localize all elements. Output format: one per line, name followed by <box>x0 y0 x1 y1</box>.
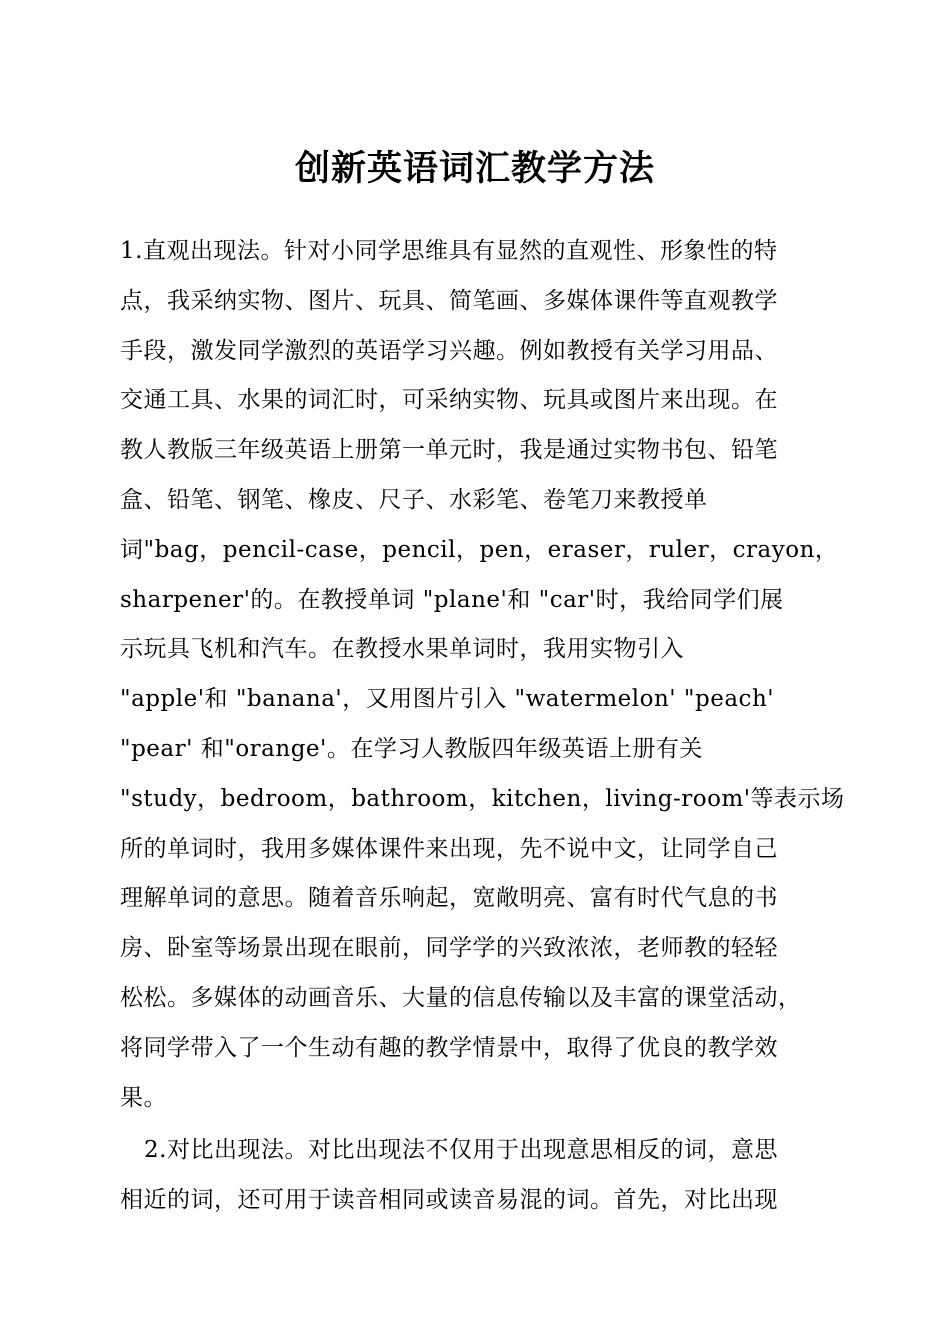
paragraph-2-line-2: 相近的词，还可用于读音相同或读音易混的词。首先，对比出现 <box>120 1187 778 1214</box>
paragraph-2-line-1: 2.对比出现法。对比出现法不仅用于出现意思相反的词，意思 <box>144 1137 778 1164</box>
paragraph-1-line-12: "study，bedroom，bathroom，kitchen，living-room'等表示场 <box>120 785 845 812</box>
document-body <box>120 227 845 1226</box>
paragraph-1-line-15: 房、卧室等场景出现在眼前，同学学的兴致浓浓，老师教的轻轻 <box>120 935 778 962</box>
paragraph-1-line-14: 理解单词的意思。随着音乐响起，宽敞明亮、富有时代气息的书 <box>120 885 778 912</box>
paragraph-1-line-16: 松松。多媒体的动画音乐、大量的信息传输以及丰富的课堂活动， <box>120 984 802 1011</box>
paragraph-1-line-2: 点，我采纳实物、图片、玩具、简笔画、多媒体课件等直观教学 <box>120 287 778 314</box>
paragraph-1-line-4: 交通工具、水果的词汇时，可采纳实物、玩具或图片来出现。在 <box>120 387 778 414</box>
paragraph-1-line-17: 将同学带入了一个生动有趣的教学情景中，取得了优良的教学效 <box>120 1034 778 1061</box>
paragraph-1-line-7: 词"bag，pencil-case，pencil，pen，eraser，ruler，crayon， <box>120 536 839 563</box>
paragraph-1-line-18: 果。 <box>120 1084 167 1111</box>
paragraph-1-line-11: "pear' 和"orange'。在学习人教版四年级英语上册有关 <box>120 735 703 762</box>
paragraph-1-line-1: 1.直观出现法。针对小同学思维具有显然的直观性、形象性的特 <box>120 238 778 264</box>
document-title: 创新英语词汇教学方法 <box>294 148 655 189</box>
paragraph-1-line-9: 示玩具飞机和汽车。在教授水果单词时，我用实物引入 <box>120 636 684 663</box>
paragraph-1-line-13: 所的单词时，我用多媒体课件来出现，先不说中文，让同学自己 <box>120 835 778 862</box>
paragraph-1-line-5: 教人教版三年级英语上册第一单元时，我是通过实物书包、铅笔 <box>120 437 778 464</box>
paragraph-1-line-3: 手段，激发同学激烈的英语学习兴趣。例如教授有关学习用品、 <box>120 337 778 364</box>
paragraph-1-line-8: sharpener'的。在教授单词 "plane'和 "car'时，我给同学们展 <box>120 586 784 613</box>
paragraph-1-line-10: "apple'和 "banana'，又用图片引入 "watermelon' "peach' <box>120 686 775 713</box>
paragraph-1-line-6: 盒、铅笔、钢笔、橡皮、尺子、水彩笔、卷笔刀来教授单 <box>120 486 708 513</box>
